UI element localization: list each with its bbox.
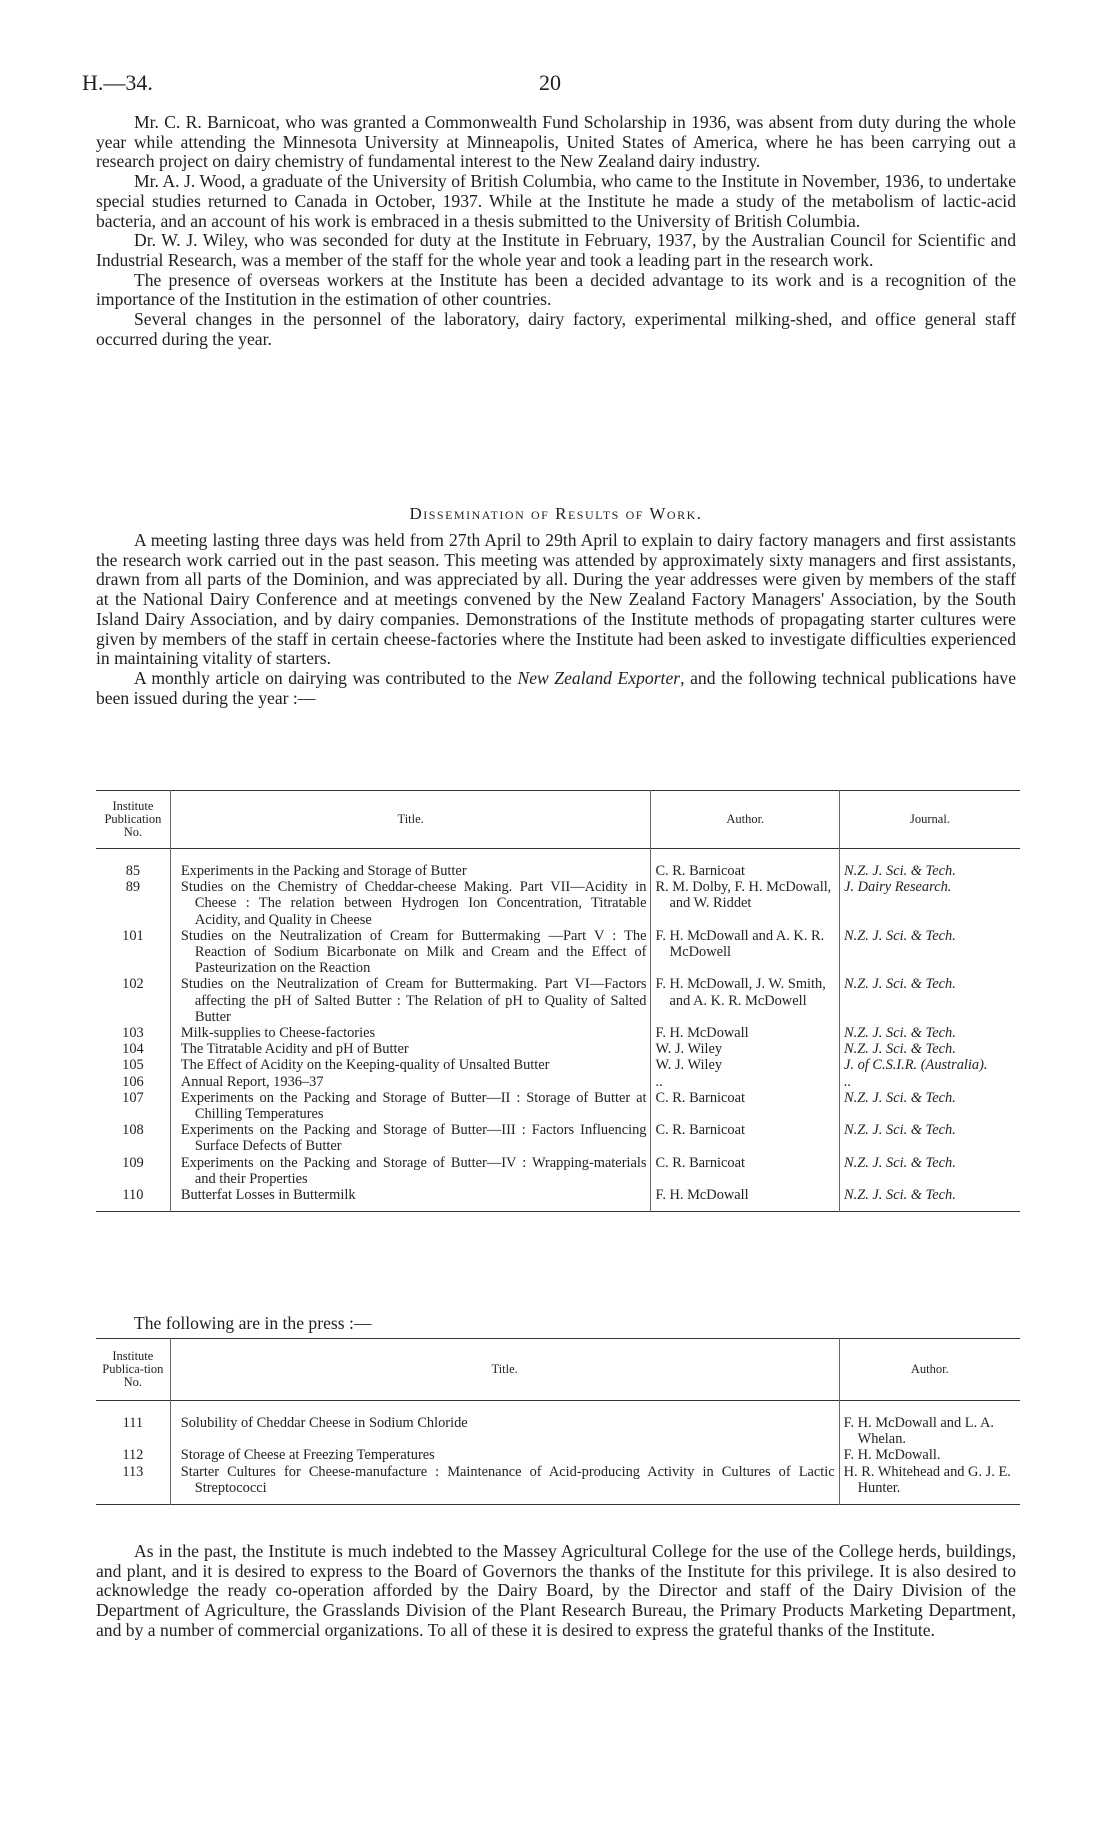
column-header-author: Author. xyxy=(839,1339,1020,1401)
press-table-header xyxy=(96,1339,1020,1401)
press-title-text: Starter Cultures for Cheese-manufacture : Maintenance of Acid-producing Activity in Cultures of Lactic Streptococci xyxy=(180,1463,835,1496)
publication-journal xyxy=(840,1074,1020,1090)
publication-number xyxy=(96,1122,170,1154)
publication-number xyxy=(96,1025,170,1041)
publication-title-text: The Titratable Acidity and pH of Butter xyxy=(180,1041,409,1058)
publication-author-text: F. H. McDowall, J. W. Smith, and A. K. R. McDowell xyxy=(655,976,826,1009)
paragraph-staff-changes: Several changes in the personnel of the laboratory, dairy factory, experimental milking-shed, and office general staff occurred during the year. xyxy=(96,309,1016,349)
publication-title xyxy=(170,1155,651,1187)
publication-author-text: F. H. McDowall xyxy=(655,1025,749,1042)
table-row xyxy=(96,1464,1020,1505)
publication-title-text: Experiments on the Packing and Storage of Butter—IV : Wrapping-materials and their Properties xyxy=(180,1154,647,1187)
publication-journal-text: N.Z. J. Sci. & Tech. xyxy=(844,927,956,944)
press-author xyxy=(839,1401,1020,1448)
publication-number-text: 110 xyxy=(122,1187,144,1204)
publication-title xyxy=(170,928,651,977)
table-row xyxy=(96,1122,1020,1154)
paragraph-overseas-workers: The presence of overseas workers at the Institute has been a decided advantage to its work and is a recognition of the importance of the Institution in the estimation of other countries. xyxy=(96,269,1016,310)
page-number: 20 xyxy=(539,70,561,95)
press-author xyxy=(839,1464,1020,1505)
press-number-text: 112 xyxy=(122,1447,144,1464)
closing-section xyxy=(96,1542,1016,1641)
press-author-text: H. R. Whitehead and G. J. E. Hunter. xyxy=(843,1463,1011,1496)
publication-journal-text: N.Z. J. Sci. & Tech. xyxy=(844,1025,956,1042)
publication-number-text: 109 xyxy=(122,1154,144,1171)
publication-number-text: 89 xyxy=(125,879,141,896)
publication-journal-text: N.Z. J. Sci. & Tech. xyxy=(844,1187,956,1204)
table-row xyxy=(96,1187,1020,1212)
publication-title-text: Studies on the Neutralization of Cream for Buttermaking —Part V : The Reaction of Sodium Bicarbonate on Milk and Cream and the Effect of Pasteurization on the Reaction xyxy=(180,927,647,977)
publication-author xyxy=(651,879,840,928)
table-row xyxy=(96,1074,1020,1090)
column-header-title: Title. xyxy=(170,1339,839,1401)
paragraph-acknowledgements: As in the past, the Institute is much indebted to the Massey Agricultural College for the use of the College herds, buildings, and plant, and it is desired to express to the Board of Governors the thanks of the Institute for this privilege. It is also desired to acknowledge the ready co-operation afforded by the Dairy Board, by the Director and staff of the Dairy Division of the Department of Agriculture, the Grasslands Division of the Plant Research Bureau, the Primary Products Marketing Department, and by a number of commercial organizations. To all of these it is desired to express the grateful thanks of the Institute. xyxy=(96,1541,1016,1640)
table-row xyxy=(96,1155,1020,1187)
publication-title xyxy=(170,879,651,928)
column-header-journal: Journal. xyxy=(840,791,1020,849)
exporter-title: New Zealand Exporter xyxy=(517,667,681,688)
press-title-text: Storage of Cheese at Freezing Temperatures xyxy=(180,1447,435,1464)
column-header-author: Author. xyxy=(651,791,840,849)
table-row xyxy=(96,976,1020,1025)
publication-journal-text: .. xyxy=(844,1073,852,1090)
press-title xyxy=(170,1401,839,1448)
publication-title-text: Experiments on the Packing and Storage of Butter—II : Storage of Butter at Chilling Temperatures xyxy=(180,1089,647,1123)
publication-number xyxy=(96,1074,170,1090)
press-number-text: 111 xyxy=(122,1415,144,1431)
publication-author-text: W. J. Wiley xyxy=(655,1057,723,1074)
publication-author xyxy=(651,928,840,977)
page-header xyxy=(82,70,1018,100)
publication-number xyxy=(96,1041,170,1057)
press-intro: The following are in the press :— xyxy=(134,1313,372,1333)
publications-table xyxy=(96,790,1020,1212)
publication-title xyxy=(170,976,651,1025)
dissemination-section xyxy=(96,531,1016,708)
publication-number-text: 85 xyxy=(125,863,141,879)
publications-table-header xyxy=(96,791,1020,849)
document-reference: H.—34. xyxy=(82,70,153,95)
publication-author-text: C. R. Barnicoat xyxy=(655,1122,746,1139)
publication-title xyxy=(170,1074,651,1090)
publication-author-text: F. H. McDowall xyxy=(655,1187,749,1204)
intro-section xyxy=(96,113,1016,349)
paragraph-wood: Mr. A. J. Wood, a graduate of the University of British Columbia, who came to the Institute in November, 1936, to undertake special studies returned to Canada in October, 1937. While at the Institute he made a study of the metabolism of lactic-acid bacteria, and an account of his work is embraced in a thesis submitted to the University of British Columbia. xyxy=(96,171,1016,231)
publication-journal xyxy=(840,1122,1020,1154)
publication-journal xyxy=(840,1025,1020,1041)
press-table-body xyxy=(96,1401,1020,1505)
publication-title xyxy=(170,1187,651,1212)
section-heading: Dissemination of Results of Work. xyxy=(409,504,703,523)
press-title xyxy=(170,1447,839,1463)
publication-number xyxy=(96,1057,170,1073)
publication-author xyxy=(651,976,840,1025)
publication-journal xyxy=(840,879,1020,928)
publication-journal-text: J. of C.S.I.R. (Australia). xyxy=(844,1057,988,1074)
column-header-number: Institute Publica-tion No. xyxy=(102,1349,164,1389)
publication-number xyxy=(96,879,170,928)
publication-journal xyxy=(840,1090,1020,1122)
publication-author-text: R. M. Dolby, F. H. McDowall, and W. Riddet xyxy=(655,879,832,912)
publication-number-text: 104 xyxy=(122,1041,144,1058)
table-row xyxy=(96,1447,1020,1463)
publication-author xyxy=(651,849,840,880)
table-row xyxy=(96,849,1020,880)
publication-number-text: 102 xyxy=(122,976,144,993)
publication-title-text: Experiments in the Packing and Storage of Butter xyxy=(180,863,467,879)
publication-title-text: Milk-supplies to Cheese-factories xyxy=(180,1025,376,1042)
publication-title-text: Butterfat Losses in Buttermilk xyxy=(180,1187,356,1204)
publication-number xyxy=(96,849,170,880)
publication-author-text: .. xyxy=(655,1073,663,1090)
publication-journal-text: N.Z. J. Sci. & Tech. xyxy=(844,976,956,993)
table-row xyxy=(96,928,1020,977)
press-table xyxy=(96,1338,1020,1505)
press-title xyxy=(170,1464,839,1505)
table-row xyxy=(96,1041,1020,1057)
publication-author xyxy=(651,1122,840,1154)
monthly-article-tail: , and the following technical publications have been issued during the year :— xyxy=(96,667,1017,708)
table-row xyxy=(96,1090,1020,1122)
publication-journal xyxy=(840,928,1020,977)
publication-journal xyxy=(840,976,1020,1025)
publication-journal-text: N.Z. J. Sci. & Tech. xyxy=(844,1089,956,1106)
publication-author-text: W. J. Wiley xyxy=(655,1041,723,1058)
publication-number-text: 106 xyxy=(122,1073,144,1090)
publication-number xyxy=(96,1090,170,1122)
press-author xyxy=(839,1447,1020,1463)
publication-author xyxy=(651,1041,840,1057)
press-title-text: Solubility of Cheddar Cheese in Sodium Chloride xyxy=(180,1415,468,1431)
press-number xyxy=(96,1464,170,1505)
publication-title-text: Studies on the Chemistry of Cheddar-cheese Making. Part VII—Acidity in Cheese : The relation between Hydrogen Ion Concentration, Titratable Acidity, and Quality in Cheese xyxy=(180,879,647,928)
publication-journal-text: N.Z. J. Sci. & Tech. xyxy=(844,1041,956,1058)
publication-number-text: 103 xyxy=(122,1025,144,1042)
table-row xyxy=(96,1401,1020,1448)
publication-author xyxy=(651,1090,840,1122)
publication-journal-text: N.Z. J. Sci. & Tech. xyxy=(844,1122,956,1139)
publication-journal xyxy=(840,1155,1020,1187)
publication-journal-text: N.Z. J. Sci. & Tech. xyxy=(844,863,956,879)
paragraph-monthly-article xyxy=(96,669,1016,708)
press-number xyxy=(96,1447,170,1463)
publication-title-text: The Effect of Acidity on the Keeping-quality of Unsalted Butter xyxy=(180,1057,550,1074)
table-row xyxy=(96,1025,1020,1041)
publication-journal xyxy=(840,849,1020,880)
publication-title xyxy=(170,1041,651,1057)
publication-title xyxy=(170,1057,651,1073)
publication-journal-text: N.Z. J. Sci. & Tech. xyxy=(844,1154,956,1171)
paragraph-barnicoat: Mr. C. R. Barnicoat, who was granted a Commonwealth Fund Scholarship in 1936, was absent from duty during the whole year while attending the Minnesota University at Minneapolis, United States of America, where he has been carrying out a research project on dairy chemistry of fundamental interest to the New Zealand dairy industry. xyxy=(96,112,1016,172)
publication-number-text: 108 xyxy=(122,1122,144,1139)
publication-journal xyxy=(840,1041,1020,1057)
publication-author xyxy=(651,1074,840,1090)
publication-journal xyxy=(840,1057,1020,1073)
publication-title xyxy=(170,1025,651,1041)
publication-number xyxy=(96,976,170,1025)
publications-table-body xyxy=(96,849,1020,1212)
publication-number xyxy=(96,1187,170,1212)
publication-title-text: Studies on the Neutralization of Cream for Buttermaking. Part VI—Factors affecting the pH of Salted Butter : The Relation of pH to Quality of Salted Butter xyxy=(180,976,647,1025)
press-author-text: F. H. McDowall and L. A. Whelan. xyxy=(843,1415,994,1448)
publication-title xyxy=(170,1090,651,1122)
table-row xyxy=(96,879,1020,928)
press-author-text: F. H. McDowall. xyxy=(843,1447,941,1464)
publication-author-text: C. R. Barnicoat xyxy=(655,1154,746,1171)
publication-author-text: F. H. McDowall and A. K. R. McDowell xyxy=(655,927,825,961)
paragraph-wiley: Dr. W. J. Wiley, who was seconded for duty at the Institute in February, 1937, by the Australian Council for Scientific and Industrial Research, was a member of the staff for the whole year and took a leading part in the research work. xyxy=(96,230,1016,270)
publication-title-text: Experiments on the Packing and Storage of Butter—III : Factors Influencing Surface Defects of Butter xyxy=(180,1122,647,1155)
publication-title-text: Annual Report, 1936–37 xyxy=(180,1073,324,1090)
publication-author xyxy=(651,1155,840,1187)
publication-number xyxy=(96,928,170,977)
publication-number xyxy=(96,1155,170,1187)
publication-number-text: 105 xyxy=(122,1057,144,1074)
publication-title xyxy=(170,1122,651,1154)
publication-title xyxy=(170,849,651,880)
paragraph-meeting: A meeting lasting three days was held from 27th April to 29th April to explain to dairy factory managers and first assistants the research work carried out in the past season. This meeting was attended by approximately sixty managers and first assistants, drawn from all parts of the Dominion, and was appreciated by all. During the year addresses were given by members of the staff at the National Dairy Conference and at meetings convened by the New Zealand Factory Managers' Association, by the South Island Dairy Association, and by dairy companies. Demonstrations of the Institute methods of propagating starter cultures were given by members of the staff in certain cheese-factories where the Institute had been asked to investigate difficulties experienced in maintaining vitality of starters. xyxy=(96,530,1016,669)
table-row xyxy=(96,1057,1020,1073)
publication-author-text: C. R. Barnicoat xyxy=(655,863,746,879)
publication-journal-text: J. Dairy Research. xyxy=(844,879,952,896)
press-number xyxy=(96,1401,170,1448)
publication-author xyxy=(651,1187,840,1212)
publication-author xyxy=(651,1025,840,1041)
publication-author xyxy=(651,1057,840,1073)
publication-number-text: 101 xyxy=(122,927,144,944)
column-header-number: Institute Publication No. xyxy=(104,799,162,839)
publication-journal xyxy=(840,1187,1020,1212)
monthly-article-text: A monthly article on dairying was contributed to the xyxy=(134,667,518,688)
publication-author-text: C. R. Barnicoat xyxy=(655,1089,746,1106)
column-header-title: Title. xyxy=(170,791,651,849)
publication-number-text: 107 xyxy=(122,1089,144,1106)
press-number-text: 113 xyxy=(122,1463,144,1480)
